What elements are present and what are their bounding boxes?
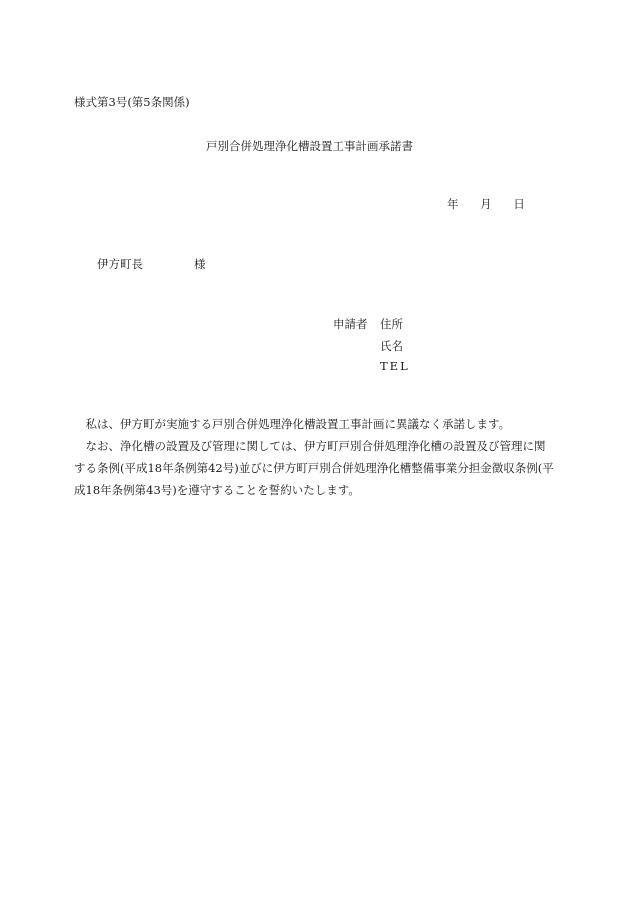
pledge-paragraph: なお、浄化槽の設置及び管理に関しては、伊方町戸別合併処理浄化槽の設置及び管理に関する条例(平成18年条例第42号)並びに伊方町戸別合併処理浄化槽整備事業分担金徴収条例(平成18年条例第43号)を遵守することを誓約いたします。 <box>74 439 554 497</box>
addressee <box>97 258 206 272</box>
applicant-name-label: 氏名 <box>380 339 403 353</box>
addressee-name: 伊方町長 <box>97 257 143 271</box>
year-label: 年 <box>447 197 459 211</box>
body-text <box>74 413 554 501</box>
date-line <box>447 198 525 212</box>
applicant-label: 申請者 <box>333 317 368 331</box>
addressee-honorific: 様 <box>194 257 206 271</box>
month-label: 月 <box>480 197 492 211</box>
applicant-address-label: 住所 <box>380 317 403 331</box>
form-number: 様式第3号(第5条関係) <box>74 95 190 109</box>
day-label: 日 <box>513 197 525 211</box>
document-title: 戸別合併処理浄化槽設置工事計画承諾書 <box>206 139 413 153</box>
applicant-tel-label: TEL <box>380 359 410 373</box>
consent-paragraph: 私は、伊方町が実施する戸別合併処理浄化槽設置工事計画に異議なく承諾します。 <box>85 417 511 431</box>
